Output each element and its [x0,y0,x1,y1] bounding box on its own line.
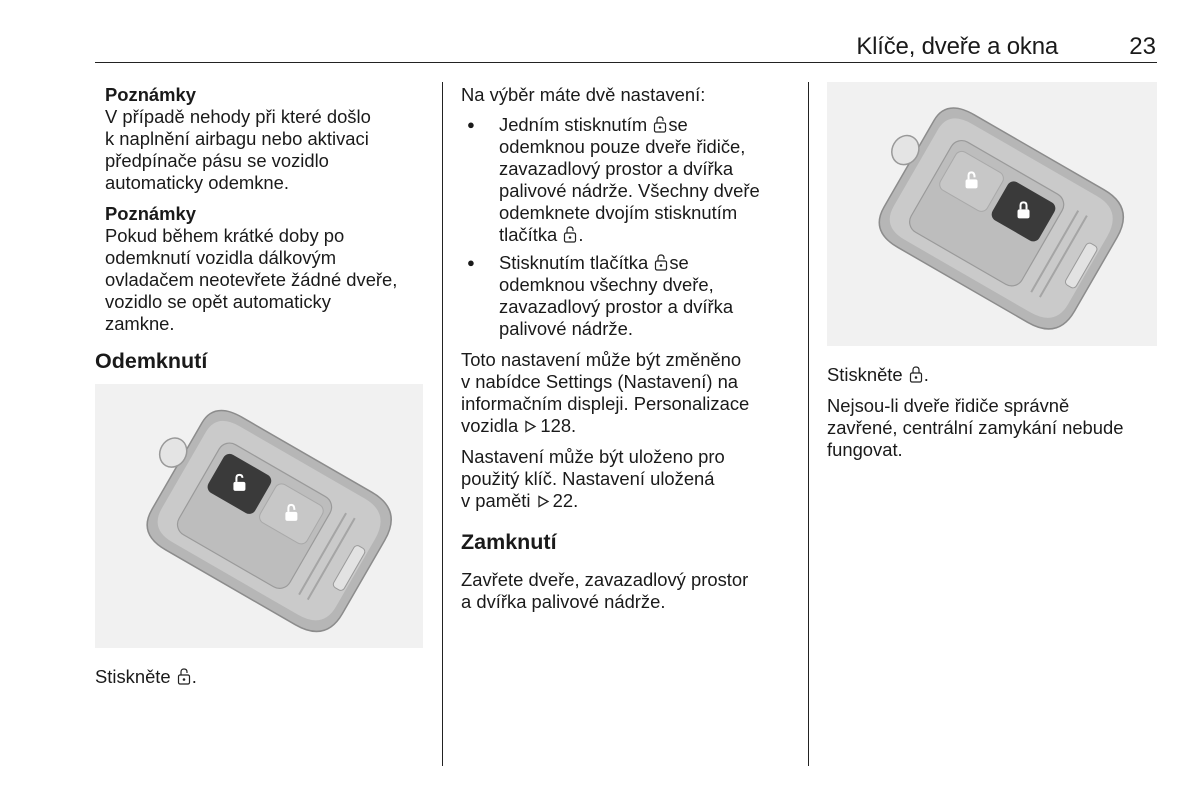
lock-icon [909,366,923,383]
column-3-text: Stiskněte . Nejsou-li dveře řidiče správně zavřené, centrální zamykání nebude fungovat. [827,364,1157,461]
page-reference-arrow-icon [524,420,537,433]
column-divider-left [442,82,443,766]
note-1 [105,84,435,335]
note-line: k naplnění airbagu nebo aktivaci [105,128,369,149]
list-item: ● Jedním stisknutím se odemknou pouze dveře řidiče, zavazadlový prostor a dvířka palivové nádrže. Všechny dveře odemknete dvojím stisknutím tlačítka . [461,114,801,246]
note-line: vozidlo se opět automaticky [105,291,331,312]
key-fob-lock-icon [827,82,1157,346]
note-line: předpínače pásu se vozidlo [105,150,329,171]
intro-text: Na výběr máte dvě nastavení: [461,84,706,105]
note-line: automaticky odemkne. [105,172,289,193]
header-rule [95,62,1157,63]
page-reference-arrow-icon [537,495,550,508]
note-line: Pokud během krátké doby po [105,225,345,246]
unlock-icon [653,116,667,133]
column-2: Na výběr máte dvě nastavení: ● Jedním stisknutím se odemknou pouze dveře řidiče, zavazadlový prostor a dvířka palivové nádrže. Všechny dveře odemknete dvojím stisknutím tlačítka . ● Stisknutím tlačítka se odemknou všechny dveře, zavazadlový prostor a dvířka palivové nádrže. Toto nastavení může být změněno v nabídce Settings (Nastavení) na informačním displeji. Personalizace vozidla 128. Nastavení může být uloženo pro použitý klíč. Nastavení uložená v paměti 22. Zamknutí Zavřete dveře, zavazadlový prostor a dvířka palivové nádrže. [461,84,801,613]
note-line: V případě nehody při které došlo [105,106,371,127]
page-number: 23 [1129,33,1156,60]
column-divider-right [808,82,809,766]
figure-caption-lock: Stiskněte . [827,364,929,385]
unlock-icon [654,254,668,271]
note-line: odemknutí vozidla dálkovým [105,247,337,268]
figure-caption-unlock: Stiskněte . [95,666,197,687]
running-header-title: Klíče, dveře a okna [856,33,1058,60]
note-line: ovladačem neotevřete žádné dveře, [105,269,398,290]
key-fob-unlock-icon [95,384,423,648]
list-item: ● Stisknutím tlačítka se odemknou všechny dveře, zavazadlový prostor a dvířka palivové nádrže. [461,252,801,340]
unlock-icon [563,226,577,243]
heading-odemknuti: Odemknutí [95,349,208,373]
unlock-icon [177,668,191,685]
settings-list [461,114,801,340]
note-heading: Poznámky [105,203,196,224]
key-fob-unlock-illustration [95,384,423,648]
key-fob-lock-illustration [827,82,1157,346]
note-heading: Poznámky [105,84,196,105]
heading-zamknuti: Zamknutí [461,530,557,554]
note-line: zamkne. [105,313,175,334]
